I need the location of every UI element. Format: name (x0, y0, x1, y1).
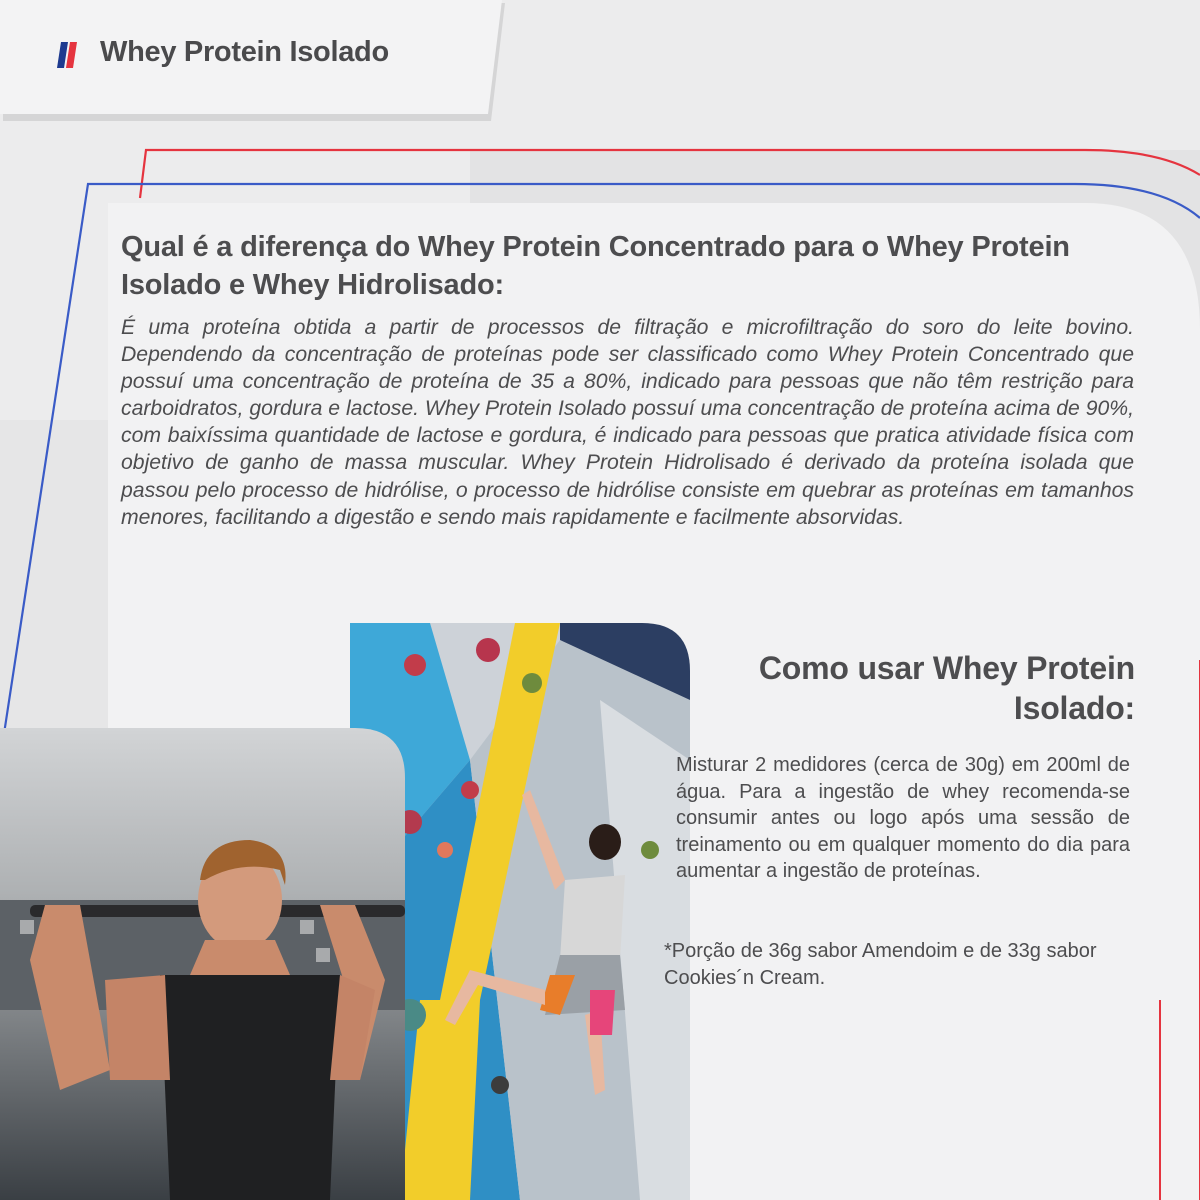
portion-note: *Porção de 36g sabor Amendoim e de 33g sabor Cookies´n Cream. (664, 940, 1097, 989)
difference-body: É uma proteína obtida a partir de processos de filtração e microfiltração do soro do leite bovino. Dependendo da concentração de proteínas pode ser classificado como Whey Protein Concentrado que possuí uma concentração de proteína de 35 a 80%, indicado para pessoas que não têm restrição para carboidratos, gordura e lactose. Whey Protein Isolado possuí uma concentração de proteína acima de 90%, com baixíssima quantidade de lactose e gordura, é indicado para pessoas que pratica atividade física com objetivo de ganho de massa muscular. Whey Protein Hidrolisado é derivado da proteína isolada que passou pelo processo de hidrólise, o processo de hidrólise consiste em quebrar as proteínas em tamanhos menores, facilitando a digestão e sendo mais rapidamente e facilmente absorvidas. (121, 316, 1134, 529)
header-title: Whey Protein Isolado (100, 36, 389, 68)
difference-heading: Qual é a diferença do Whey Protein Concentrado para o Whey Protein Isolado e Whey Hidrolisado: (121, 231, 1070, 301)
pullup-photo (0, 728, 405, 1200)
howto-body: Misturar 2 medidores (cerca de 30g) em 200ml de água. Para a ingestão de whey recomenda-se consumir antes ou logo após uma sessão de treinamento ou em qualquer momento do dia para aumentar a ingestão de proteínas. (676, 754, 1130, 883)
howto-heading: Como usar Whey Protein Isolado: (758, 650, 1135, 726)
